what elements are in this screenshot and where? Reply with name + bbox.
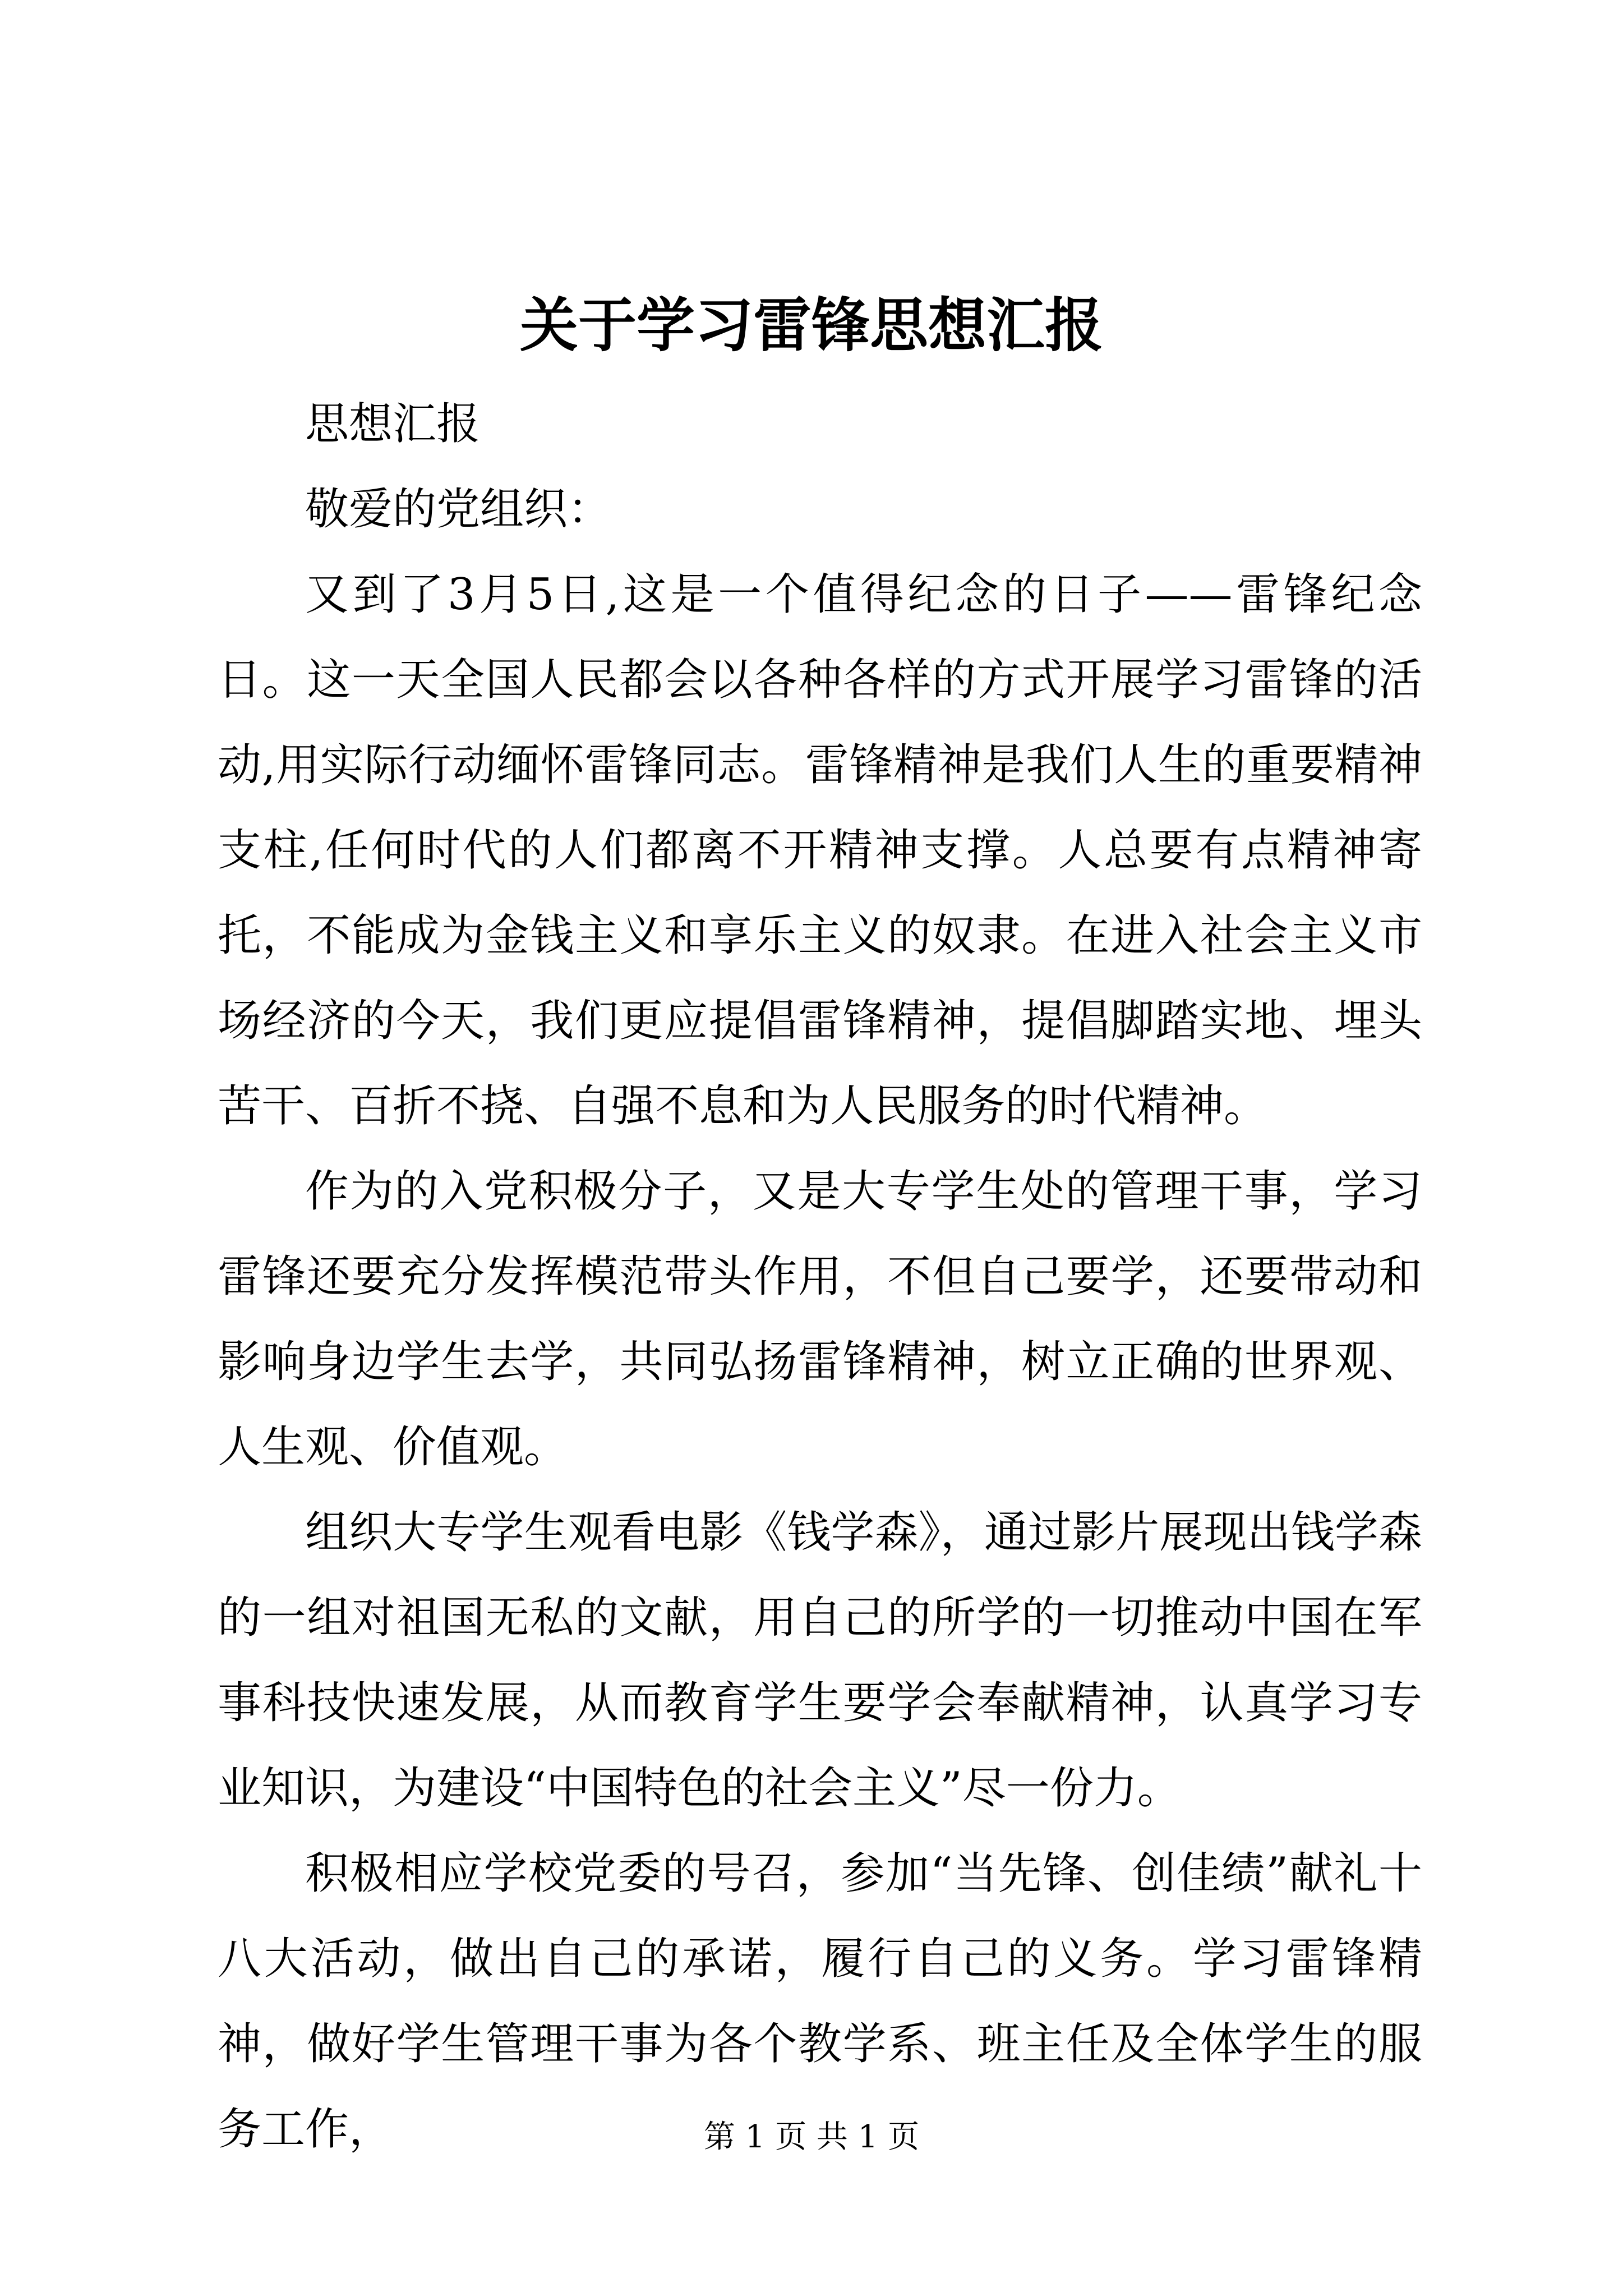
paragraph-salutation: 敬爱的党组织： <box>305 484 612 535</box>
document-body <box>218 381 1422 2172</box>
paragraph: 作为的入党积极分子，又是大专学生处的管理干事，学习雷锋还要充分发挥模范带头作用，不但自己要学，还要带动和影响身边学生去学，共同弘扬雷锋精神，树立正确的世界观、人生观、价值观。 <box>218 1166 1422 1473</box>
paragraph: 又到了3月5日,这是一个值得纪念的日子——雷锋纪念日。这一天全国人民都会以各种各样的方式开展学习雷锋的活动,用实际行动缅怀雷锋同志。雷锋精神是我们人生的重要精神支柱,任何时代的人们都离不开精神支撑。人总要有点精神寄托，不能成为金钱主义和享乐主义的奴隶。在进入社会主义市场经济的今天，我们更应提倡雷锋精神，提倡脚踏实地、埋头苦干、百折不挠、自强不息和为人民服务的时代精神。 <box>218 569 1422 1131</box>
paragraph-heading: 思想汇报 <box>305 399 481 449</box>
paragraph: 积极相应学校党委的号召，参加“当先锋、创佳绩”献礼十八大活动，做出自己的承诺，履行自己的义务。学习雷锋精神，做好学生管理干事为各个教学系、班主任及全体学生的服务工作， <box>218 1848 1422 2155</box>
document-title: 关于学习雷锋思想汇报 <box>519 291 1103 360</box>
paragraph: 组织大专学生观看电影《钱学森》，通过影片展现出钱学森的一组对祖国无私的文献，用自己的所学的一切推动中国在军事科技快速发展，从而教育学生要学会奉献精神，认真学习专业知识，为建设“中国特色的社会主义”尽一份力。 <box>218 1507 1422 1814</box>
page-footer: 第 1 页 共 1 页 <box>703 2119 920 2155</box>
